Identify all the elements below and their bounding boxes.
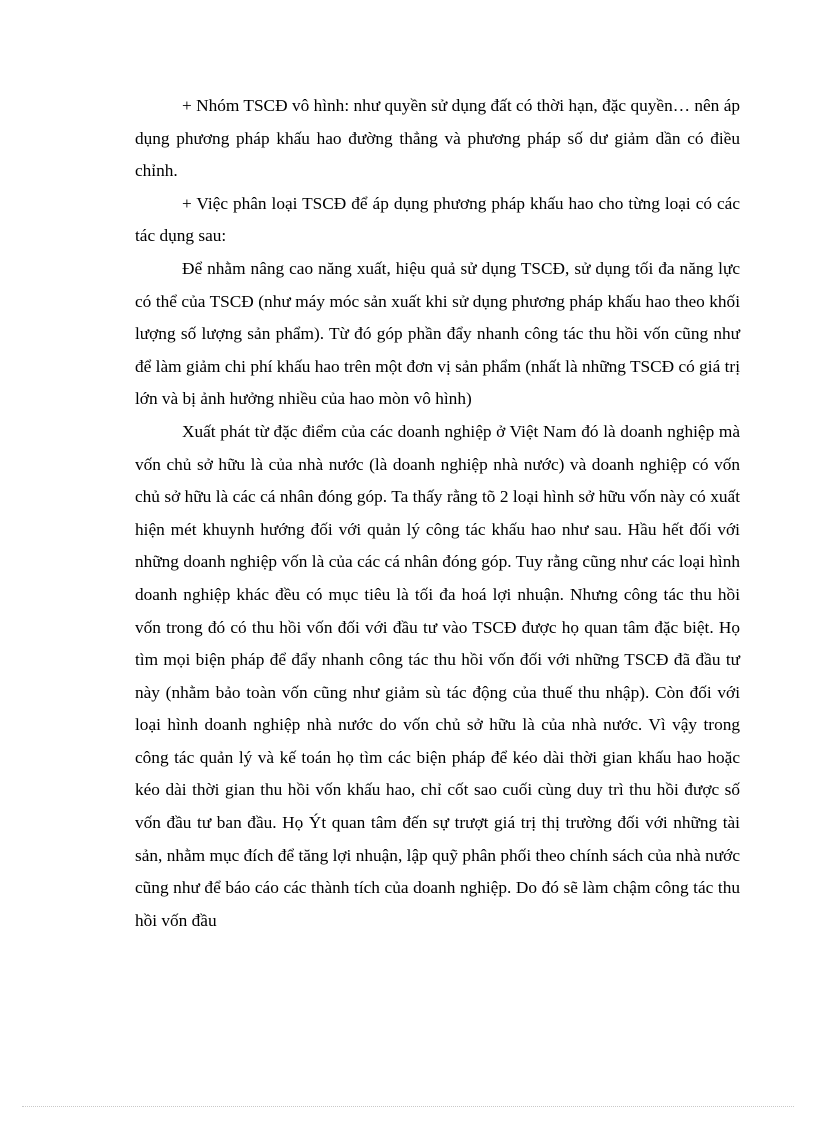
paragraph-intangible-assets: + Nhóm TSCĐ vô hình: như quyền sử dụng đất có thời hạn, đặc quyền… nên áp dụng phương pháp khấu hao đường thẳng và phương pháp số dư giảm dần có điều chỉnh. xyxy=(135,96,740,181)
page-bottom-divider xyxy=(22,1106,794,1107)
document-body xyxy=(135,90,740,937)
paragraph-efficiency: Để nhằm nâng cao năng xuất, hiệu quả sử dụng TSCĐ, sử dụng tối đa năng lực có thể của TSCĐ (như máy móc sản xuất khi sử dụng phương pháp khấu hao theo khối lượng số lượng sản phẩm). Từ đó góp phần đẩy nhanh công tác thu hồi vốn cũng như để làm giảm chi phí khấu hao trên một đơn vị sản phẩm (nhất là những TSCĐ có giá trị lớn và bị ảnh hưởng nhiều của hao mòn vô hình) xyxy=(135,258,740,409)
paragraph-classification: + Việc phân loại TSCĐ để áp dụng phương pháp khấu hao cho từng loại có các tác dụng sau: xyxy=(135,193,740,246)
paragraph-enterprise-types: Xuất phát từ đặc điểm của các doanh nghiệp ở Việt Nam đó là doanh nghiệp mà vốn chủ sở hữu là của nhà nước (là doanh nghiệp nhà nước) và doanh nghiệp có vốn chủ sở hữu là các cá nhân đóng góp. Ta thấy rằng tõ 2 loại hình sở hữu vốn này có xuất hiện mét khuynh hướng đối với quản lý công tác khấu hao như sau. Hầu hết đối với những doanh nghiệp vốn là của các cá nhân đóng góp. Tuy rằng cũng như các loại hình doanh nghiệp khác đều có mục tiêu là tối đa hoá lợi nhuận. Nhưng công tác thu hồi vốn trong đó có thu hồi vốn đối với đầu tư vào TSCĐ được họ quan tâm đặc biệt. Họ tìm mọi biện pháp để đẩy nhanh công tác thu hồi vốn đối với những TSCĐ đã đầu tư này (nhằm bảo toàn vốn cũng như giảm sù tác động của thuế thu nhập). Còn đối với loại hình doanh nghiệp nhà nước do vốn chủ sở hữu là của nhà nước. Vì vậy trong công tác quản lý và kế toán họ tìm các biện pháp để kéo dài thời gian khấu hao hoặc kéo dài thời gian thu hồi vốn khấu hao, chỉ cốt sao cuối cùng duy trì thu hồi được số vốn đầu tư ban đầu. Họ Ýt quan tâm đến sự trượt giá trị thị trường đối với những tài sản, nhằm mục đích để tăng lợi nhuận, lập quỹ phân phối theo chính sách của nhà nước cũng như để báo cáo các thành tích của doanh nghiệp. Do đó sẽ làm chậm công tác thu hồi vốn đầu xyxy=(135,421,740,930)
